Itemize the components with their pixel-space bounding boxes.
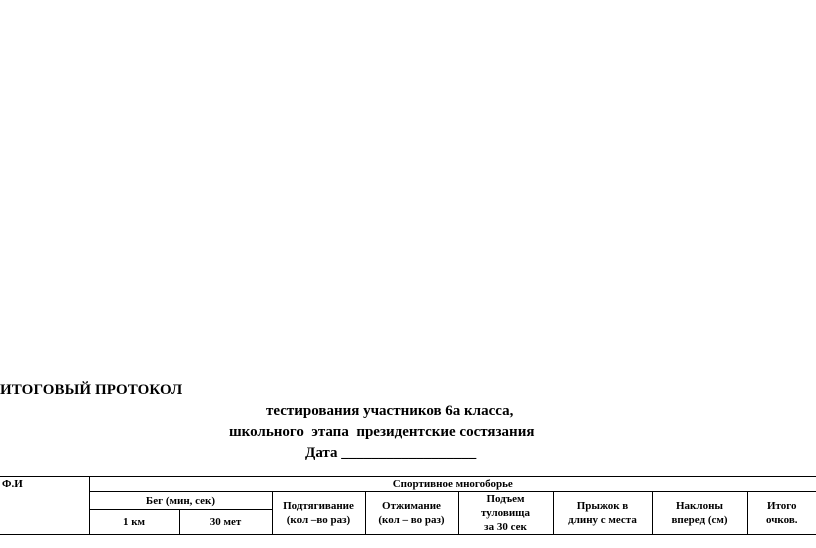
longjump-header (553, 492, 652, 535)
run-30m-header: 30 мет (179, 510, 272, 535)
total-header (747, 492, 816, 535)
bend-header-line2: вперед (см) (671, 514, 728, 526)
pullups-header (272, 492, 365, 535)
total-header-line2: очков. (765, 514, 798, 526)
document-subtitle: тестирования участников 6а класса, (266, 403, 514, 419)
longjump-header-line1: Прыжок в (576, 500, 629, 512)
pushups-header-line1: Отжимание (382, 500, 441, 512)
situps-header-line1: Подъем (486, 493, 525, 505)
document-date-line: Дата __________________ (305, 445, 477, 461)
fio-header: Ф.И (0, 477, 89, 535)
protocol-table (0, 476, 816, 535)
document-title: ИТОГОВЫЙ ПРОТОКОЛ (0, 382, 183, 398)
pushups-header (365, 492, 458, 535)
situps-header-line2: туловища (481, 507, 530, 519)
pushups-header-line2: (кол – во раз) (378, 514, 445, 526)
pullups-header-line1: Подтягивание (283, 500, 354, 512)
bend-header (652, 492, 747, 535)
table-header-row-top (0, 477, 816, 492)
total-header-line1: Итого (766, 500, 797, 512)
bend-header-line1: Наклоны (676, 500, 723, 512)
table-header-row-mid (0, 492, 816, 510)
run-1km-header: 1 км (89, 510, 179, 535)
group-header: Спортивное многоборье (89, 477, 816, 492)
pullups-header-line2: (кол –во раз) (286, 514, 351, 526)
run-header: Бег (мин, сек) (89, 492, 272, 510)
situps-header (458, 492, 553, 535)
situps-header-line3: за 30 сек (484, 521, 527, 533)
document-stage-line: школьного этапа президентские состязания (229, 424, 535, 440)
longjump-header-line2: длину с места (568, 514, 637, 526)
